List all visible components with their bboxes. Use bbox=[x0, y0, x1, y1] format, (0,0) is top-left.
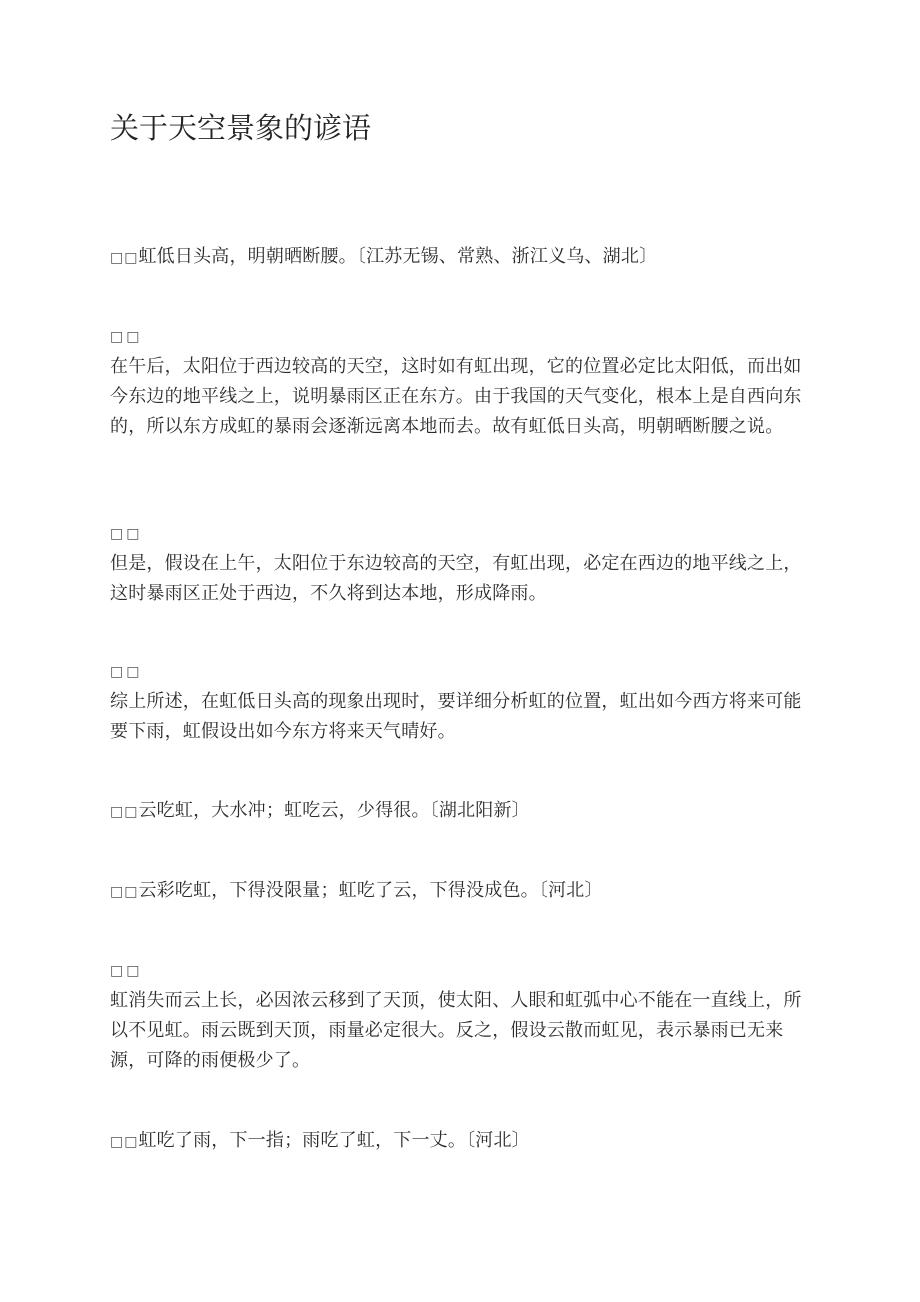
paragraph-marker: □□ bbox=[110, 250, 139, 266]
explanation-4 bbox=[110, 962, 810, 1076]
explanation-3 bbox=[110, 663, 810, 747]
paragraph-marker: □□ bbox=[110, 526, 143, 542]
paragraph-marker: □□ bbox=[110, 884, 139, 900]
paragraph-marker: □□ bbox=[110, 804, 139, 820]
document-title: 关于天空景象的谚语 bbox=[110, 111, 372, 145]
explanation-text: 综上所述，在虹低日头高的现象出现时，要详细分析虹的位置，虹出如今西方将来可能要下雨，虹假设出如今东方将来天气晴好。 bbox=[110, 691, 802, 742]
proverb-text: 云吃虹，大水冲；虹吃云，少得很。〔湖北阳新〕 bbox=[138, 800, 530, 821]
proverb-text: 云彩吃虹，下得没限量；虹吃了云，下得没成色。〔河北〕 bbox=[138, 880, 603, 901]
explanation-text: 在午后，太阳位于西边较高的天空，这时如有虹出现，它的位置必定比太阳低，而出如今东边的地平线之上，说明暴雨区正在东方。由于我国的天气变化，根本上是自西向东的，所以东方成虹的暴雨会逐渐远离本地而去。故有虹低日头高，明朝晒断腰之说。 bbox=[110, 356, 802, 437]
paragraph-marker: □□ bbox=[110, 1134, 139, 1150]
explanation-2 bbox=[110, 525, 810, 609]
explanation-text: 虹消失而云上长，必因浓云移到了天顶，使太阳、人眼和虹弧中心不能在一直线上，所以不见虹。雨云既到天顶，雨量必定很大。反之，假设云散而虹见，表示暴雨已无来源，可降的雨便极少了。 bbox=[110, 990, 802, 1071]
proverb-3 bbox=[110, 876, 810, 907]
proverb-1 bbox=[110, 242, 810, 273]
paragraph-marker: □□ bbox=[110, 329, 143, 345]
proverb-text: 虹低日头高，明朝晒断腰。〔江苏无锡、常熟、浙江义乌、湖北〕 bbox=[138, 246, 658, 267]
proverb-text: 虹吃了雨，下一指；雨吃了虹，下一丈。〔河北〕 bbox=[138, 1130, 530, 1151]
explanation-1 bbox=[110, 328, 810, 442]
explanation-text: 但是，假设在上午，太阳位于东边较高的天空，有虹出现，必定在西边的地平线之上，这时暴雨区正处于西边，不久将到达本地，形成降雨。 bbox=[110, 553, 802, 604]
proverb-2 bbox=[110, 796, 810, 827]
proverb-4 bbox=[110, 1126, 810, 1157]
paragraph-marker: □□ bbox=[110, 963, 143, 979]
paragraph-marker: □□ bbox=[110, 664, 143, 680]
